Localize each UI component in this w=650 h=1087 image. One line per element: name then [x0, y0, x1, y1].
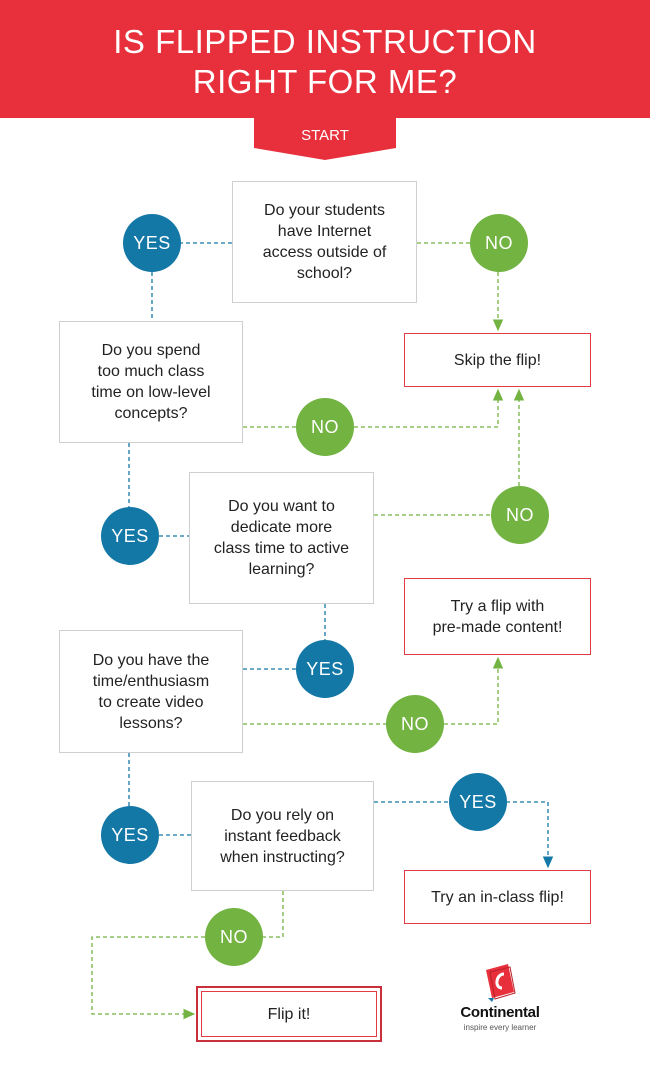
title-line-2: RIGHT FOR ME?	[192, 63, 458, 100]
answer-yes-1: YES	[123, 214, 181, 272]
line-no5-flip	[92, 937, 205, 1014]
answer-no-5: NO	[205, 908, 263, 966]
answer-yes-5: YES	[449, 773, 507, 831]
question-instant-feedback: Do you rely on instant feedback when instructing?	[191, 781, 374, 891]
outcome-in-class-flip: Try an in-class flip!	[404, 870, 591, 924]
line-q5-no	[263, 891, 283, 937]
line-yes5-inclass	[506, 802, 548, 863]
brand-name: Continental	[460, 1004, 540, 1021]
answer-no-4: NO	[386, 695, 444, 753]
answer-no-2: NO	[296, 398, 354, 456]
outcome-skip-the-flip: Skip the flip!	[404, 333, 591, 387]
book-logo-icon	[482, 962, 518, 1002]
title-line-1: IS FLIPPED INSTRUCTION	[113, 23, 537, 60]
question-active-learning: Do you want to dedicate more class time to active learning?	[189, 472, 374, 604]
answer-yes-3: YES	[296, 640, 354, 698]
outcome-flip-it: Flip it!	[196, 986, 382, 1042]
question-internet-access: Do your students have Internet access outside of school?	[232, 181, 417, 303]
question-create-video-lessons: Do you have the time/enthusiasm to create video lessons?	[59, 630, 243, 753]
answer-yes-4: YES	[101, 806, 159, 864]
outcome-premade-content: Try a flip with pre-made content!	[404, 578, 591, 655]
answer-yes-2: YES	[101, 507, 159, 565]
brand-tagline: inspire every learner	[463, 1023, 537, 1032]
continental-logo	[450, 960, 550, 1040]
answer-no-3: NO	[491, 486, 549, 544]
answer-no-1: NO	[470, 214, 528, 272]
question-low-level-concepts: Do you spend too much class time on low-level concepts?	[59, 321, 243, 443]
start-label: START	[301, 127, 349, 144]
line-no2-skip	[354, 394, 498, 427]
line-no4-premade	[444, 662, 498, 724]
